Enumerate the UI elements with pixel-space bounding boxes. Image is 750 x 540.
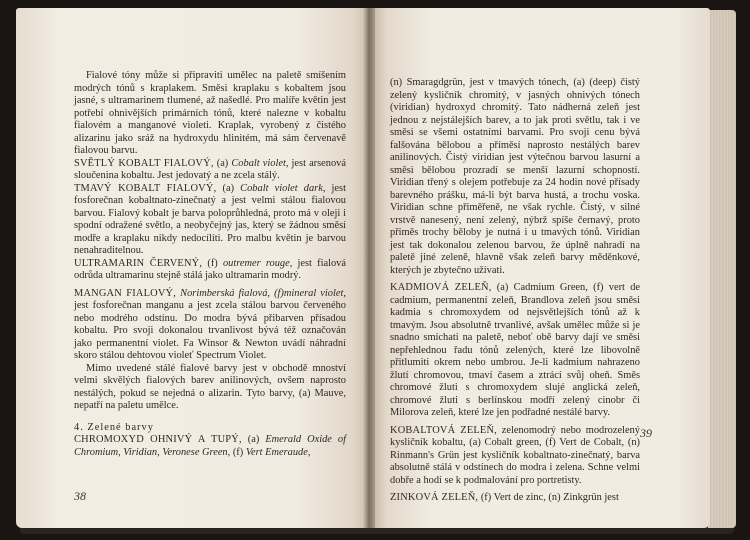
right-page-text <box>390 77 640 505</box>
left-page-number: 38 <box>74 489 86 503</box>
right-page-number: 39 <box>640 426 652 440</box>
book-gutter <box>363 8 375 528</box>
entry-svetly-kobalt: SVĚTLÝ KOBALT FIALOVÝ, (a) Cobalt violet, jest arsenová sloučenina kobaltu. Jest jedovatý a ne zcela stálý. <box>74 157 346 181</box>
entry-tmavy-kobalt: TMAVÝ KOBALT FIALOVÝ, (a) Cobalt violet dark, jest fosforečnan kobaltnato-zinečnatý a jest velmi stálou fialovou barvou. Fialový kobalt je barva poloprůhledná, proto má v oleji i spodní odražené světlo, a neobyčejný jas, který se žádnou směsí modře a kraplaku nikdy nedocílíti. Pro malbu květin je barvou nenahraditelnou. <box>74 182 346 256</box>
entry-kobaltova-zelen: KOBALTOVÁ ZELEŇ, zelenomodrý nebo modrozelený kysličník kobaltu, (a) Cobalt green, (f) Vert de Cobalt, (n) Rinmann's Grün jest kysličník kobaltnato-zinečnatý, barva absolutně stálá v odstínech do modra i zelena. Schne velmi dobře a hodí se k podmalování pro portretisty. <box>390 424 640 486</box>
closing-paragraph: Mimo uvedené stálé fialové barvy jest v obchodě mnoství velmi skvělých fialových barev anilinových, ovšem naprosto nestálých, pokud se nejedná o alizarin. Tyto barvy, (a) Mauve, nepatří na paletu umělce. <box>74 362 346 411</box>
page-edges <box>708 10 736 528</box>
entry-kadmiova-zelen: KADMIOVÁ ZELEŇ, (a) Cadmium Green, (f) vert de cadmium, permanentní zeleň, Brandlova zeleň jsou směsi kadmia s chromoxydem od nejsvětlejších tónů až k tmavým. Jsou absolutně trvanlivé, avšak umělec může si je snadno smíchati na paletě, neboť obě barvy dají ve směsi nepřehlednou řadu tónů zelených, které lze libovolně přitlumiti okrem nebo umbrou. Je-li kadmium nahrazeno žlutí chromovou, tmaví časem a ztrácí svůj oheň. Směs chromové žluti s chromoxydem slujé anglická zeleň, chromové žluti s berlínskou modří zelený cinobr či Milorova zeleň, které lze jen podřadné nestálé barvy. <box>390 282 641 418</box>
left-page-text <box>74 70 346 459</box>
entry-ultramarin-cerveny: ULTRAMARIN ČERVENÝ, (f) outremer rouge, jest fialová odrůda ultramarinu stejně stálá jako ultramarin modrý. <box>74 257 346 281</box>
entry-chromoxyd: CHROMOXYD OHNIVÝ A TUPÝ, (a) Emerald Oxide of Chromium, Viridian, Veronese Green, (f) Vert Emeraude, <box>74 434 346 458</box>
entry-zinkova-zelen: ZINKOVÁ ZELEŇ, (f) Vert de zinc, (n) Zinkgrün jest <box>390 492 619 503</box>
intro-paragraph: Fialové tóny může si připraviti umělec na paletě smíšením modrých tónů s kraplakem. Směsi kraplaku s kobaltem jsou jasné, s ultramarinem tlumené, až našedlé. Pro malíře květin jest potřebí ohnivějších primárních tónů, které nalezne v kobaltu fialovém a manganové violeti. Kraplak, vyrobený z čistého alizarinu jako sráž na hydroxydu hlinitém, má sám červenavě fialovou barvu. <box>74 70 346 156</box>
entry-mangan-fialovy: MANGAN FIALOVÝ, Norimberská fialová, (f)mineral violet, jest fosforečnan manganu a jest zcela stálou barvou červeného nebo modrého odstínu. Do modra bývá přibarven přísadou kobaltu. Pro svoji dokonalou trvanlivost bývá též označován jako permanentní violet. Fa Winsor & Newton uvádí náhradní skoro stálou dehtovou violeť Spectrum Violet. <box>74 287 346 361</box>
section-title: 4. Zelené barvy <box>74 421 154 433</box>
opening-paragraph: (n) Smaragdgrün, jest v tmavých tónech, (a) (deep) čistý zelený kysličník chromitý, v jasných ohnivých tónech (viridian) hydroxyd chromitý. Tato nádherná zeleň jest jednou z nejstálejších barev, a to jak proti světlu, tak i ve směsi se všemi ostatními barvami. Pro svoji cenu bývá falšována bělobou a příměsí naprosto nestálých barev anilinových. Čistý viridian jest výtečnou barvou lasurní a směsi bělobou prozradí se menší lazurní schopností. Viridian třený s olejem potřebuje za 24 hodin nové přísady barevného prášku, má-li být barva hustá, a trochu voska. Viridian schne přiměřeně, ne však rychle. Čistý, v silné vrstvě nanesený, není zelený, nýbrž spíše černavý, proto přiměs trochy běloby je nutná i u tmavých tónů. Viridian jest tak dokonalou zelenou barvou, že úplně nahradí na paletě jiné zeleně, hlavně však zeleň barvy měděnkové, kterých je zbytečno užívati. <box>390 77 640 276</box>
